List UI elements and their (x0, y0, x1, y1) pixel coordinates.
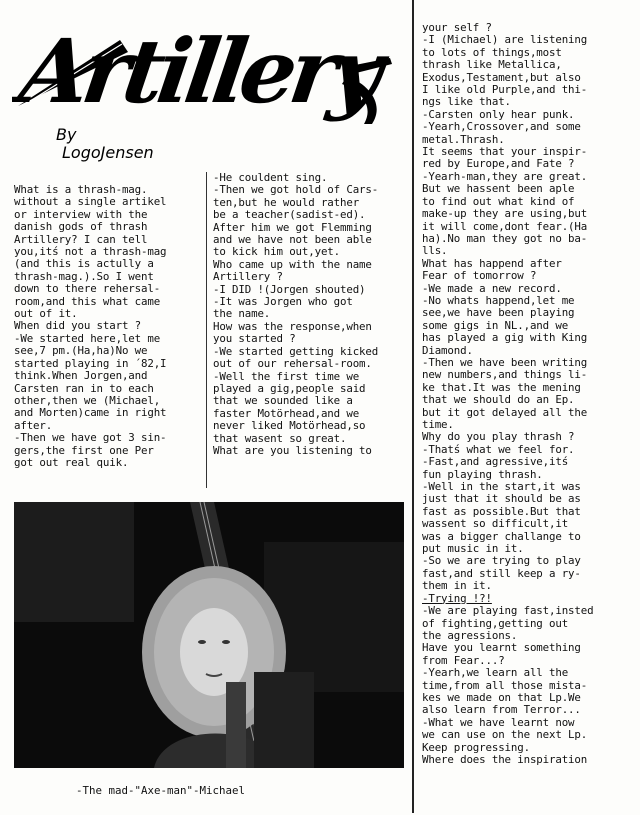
article-line: How was the response,when (213, 319, 372, 333)
article-line: time. (422, 418, 454, 431)
article-line: from Fear...? (422, 653, 505, 667)
article-line: ngs like that. (422, 95, 511, 109)
column-divider-right (412, 0, 414, 813)
article-line: new numbers,and things li- (422, 368, 588, 382)
article-line: and Morten)came in right (14, 406, 167, 420)
article-line: gers,the first one Per (14, 443, 154, 457)
article-line: -We started getting kicked (213, 344, 379, 358)
article-line: What has happend after (422, 256, 562, 270)
article-line: them in it. (422, 579, 492, 593)
article-line: we can use on the next Lp. (422, 728, 588, 742)
article-line: -Well the first time we (213, 369, 360, 383)
article-column-2 (213, 172, 409, 457)
article-line: What is a thrash-mag. (14, 183, 148, 196)
article-line: faster Motörhead,and we (213, 406, 360, 420)
article-line: -What we have learnt now (422, 715, 575, 729)
article-line: What are you listening to (213, 443, 372, 457)
article-line: I like old Purple,and thi- (422, 83, 588, 97)
article-line: (and this is actully a (14, 257, 154, 271)
article-line: see,7 pm.(Ha,ha)No we (14, 344, 148, 358)
article-line: Carsten ran in to each (14, 381, 154, 395)
article-line: fun playing thrash. (422, 467, 543, 481)
article-line: thrash like Metallica, (422, 58, 562, 72)
article-line: -Yearh-man,they are great. (422, 169, 588, 183)
photo-caption: -The mad-"Axe-man"-Michael (76, 784, 246, 797)
article-line: When did you start ? (14, 319, 142, 333)
article-line: -Then we have been writing (422, 355, 588, 369)
article-line: you,itś not a thrash-mag (14, 245, 167, 259)
article-line: put music in it. (422, 542, 524, 556)
article-line: that we should do an Ep. (422, 393, 575, 407)
article-line: -It was Jorgen who got (213, 295, 353, 309)
article-line: ten,but he would rather (213, 195, 360, 209)
article-line: to kick him out,yet. (213, 245, 341, 259)
article-line: -Fast,and agressive,itś (422, 455, 569, 469)
article-line: -So we are trying to play (422, 554, 581, 568)
article-line: -I (Michael) are listening (422, 33, 588, 47)
article-line: also learn from Terror... (422, 703, 581, 717)
article-line: fast as possible.But that (422, 504, 581, 518)
artillery-logo (12, 6, 397, 124)
article-line: started playing in ´82,I (14, 356, 167, 370)
article-line: you started ? (213, 332, 296, 346)
article-line: lls. (422, 244, 448, 258)
article-line: just that it should be as (422, 492, 581, 506)
article-line: danish gods of thrash (14, 220, 148, 234)
article-line: ha).No man they got no ba- (422, 231, 588, 245)
article-line: of fighting,getting out (422, 616, 569, 630)
article-line: room,and this what came (14, 294, 161, 308)
article-line: -Yearh,we learn all the (422, 666, 569, 680)
article-line: Artillery ? (213, 270, 283, 284)
article-line: thrash-mag.).So I went (14, 269, 154, 283)
article-line: without a single artikel (14, 195, 167, 209)
article-line: after. (14, 418, 53, 432)
article-line: that wasent so great. (213, 431, 347, 445)
article-line: some gigs in NL.,and we (422, 318, 569, 332)
article-line: kes we made on that Lp.We (422, 690, 581, 704)
article-line: red by Europe,and Fate ? (422, 157, 575, 171)
article-line: -No whats happend,let me (422, 293, 575, 307)
article-line: -We made a new record. (422, 281, 562, 295)
article-line: to lots of things,most (422, 45, 562, 59)
column-divider-left (206, 172, 207, 488)
article-line: the name. (213, 307, 271, 321)
byline-by: By (56, 125, 77, 144)
article-line: Have you learnt something (422, 641, 581, 655)
article-line: down to there rehersal- (14, 282, 161, 296)
article-line: -We are playing fast,insted (422, 604, 594, 618)
article-line: has played a gig with King (422, 331, 588, 345)
article-line: Keep progressing. (422, 740, 530, 754)
article-column-1 (14, 184, 202, 469)
article-line: out of our rehersal-room. (213, 357, 372, 371)
article-line: It seems that your inspir- (422, 145, 588, 159)
article-line: -He couldent sing. (213, 171, 328, 184)
article-line: ke that.It was the mening (422, 380, 581, 394)
article-line: that we sounded like a (213, 394, 353, 408)
article-line: -I DID !(Jorgen shouted) (213, 282, 366, 296)
article-line: make-up they are using,but (422, 207, 588, 221)
article-line: -Then we have got 3 sin- (14, 431, 167, 445)
article-line: to find out what kind of (422, 194, 575, 208)
article-line: -Yearh,Crossover,and some (422, 120, 581, 134)
article-line: see,we have been playing (422, 306, 575, 320)
article-line: was a bigger challange to (422, 529, 581, 543)
article-line: Artillery? I can tell (14, 232, 148, 246)
article-line: -Thatś what we feel for. (422, 442, 575, 456)
logo-wordmark: Artillery (14, 19, 384, 123)
article-line: but it got delayed all the (422, 405, 588, 419)
article-line: it will come,dont fear.(Ha (422, 219, 588, 233)
article-line: Fear of tomorrow ? (422, 269, 537, 283)
article-line: Exodus,Testament,but also (422, 70, 581, 84)
article-line: and we have not been able (213, 233, 372, 247)
article-line: -We started here,let me (14, 331, 161, 345)
article-line: your self ? (422, 21, 492, 34)
article-line: -Well in the start,it was (422, 480, 581, 494)
article-line: But we hassent been aple (422, 182, 575, 196)
article-line: After him we got Flemming (213, 220, 372, 234)
byline (52, 124, 202, 166)
article-line: -Carsten only hear punk. (422, 107, 575, 121)
article-line: played a gig,people said (213, 381, 366, 395)
article-line: the agressions. (422, 628, 518, 642)
byline-author: LogoJensen (62, 143, 154, 162)
article-line: never liked Motörhead,so (213, 419, 366, 433)
article-line: other,then we (Michael, (14, 393, 161, 407)
article-line: Why do you play thrash ? (422, 430, 575, 444)
article-line: or interview with the (14, 207, 148, 221)
article-column-3 (422, 22, 634, 766)
article-line: fast,and still keep a ry- (422, 566, 581, 580)
article-line: time,from all those mista- (422, 678, 588, 692)
article-line: wassent so difficult,it (422, 517, 569, 531)
article-line: -Trying !?! (422, 591, 492, 605)
article-line: out of it. (14, 307, 78, 321)
article-line: think.When Jorgen,and (14, 369, 148, 383)
article-line: metal.Thrash. (422, 132, 505, 146)
article-line: -Then we got hold of Cars- (213, 183, 379, 197)
article-line: be a teacher(sadist-ed). (213, 208, 366, 222)
article-line: got out real quik. (14, 455, 129, 469)
article-line: Where does the inspiration (422, 752, 588, 766)
band-photo (14, 502, 404, 768)
article-line: Who came up with the name (213, 257, 372, 271)
article-line: Diamond. (422, 343, 473, 357)
